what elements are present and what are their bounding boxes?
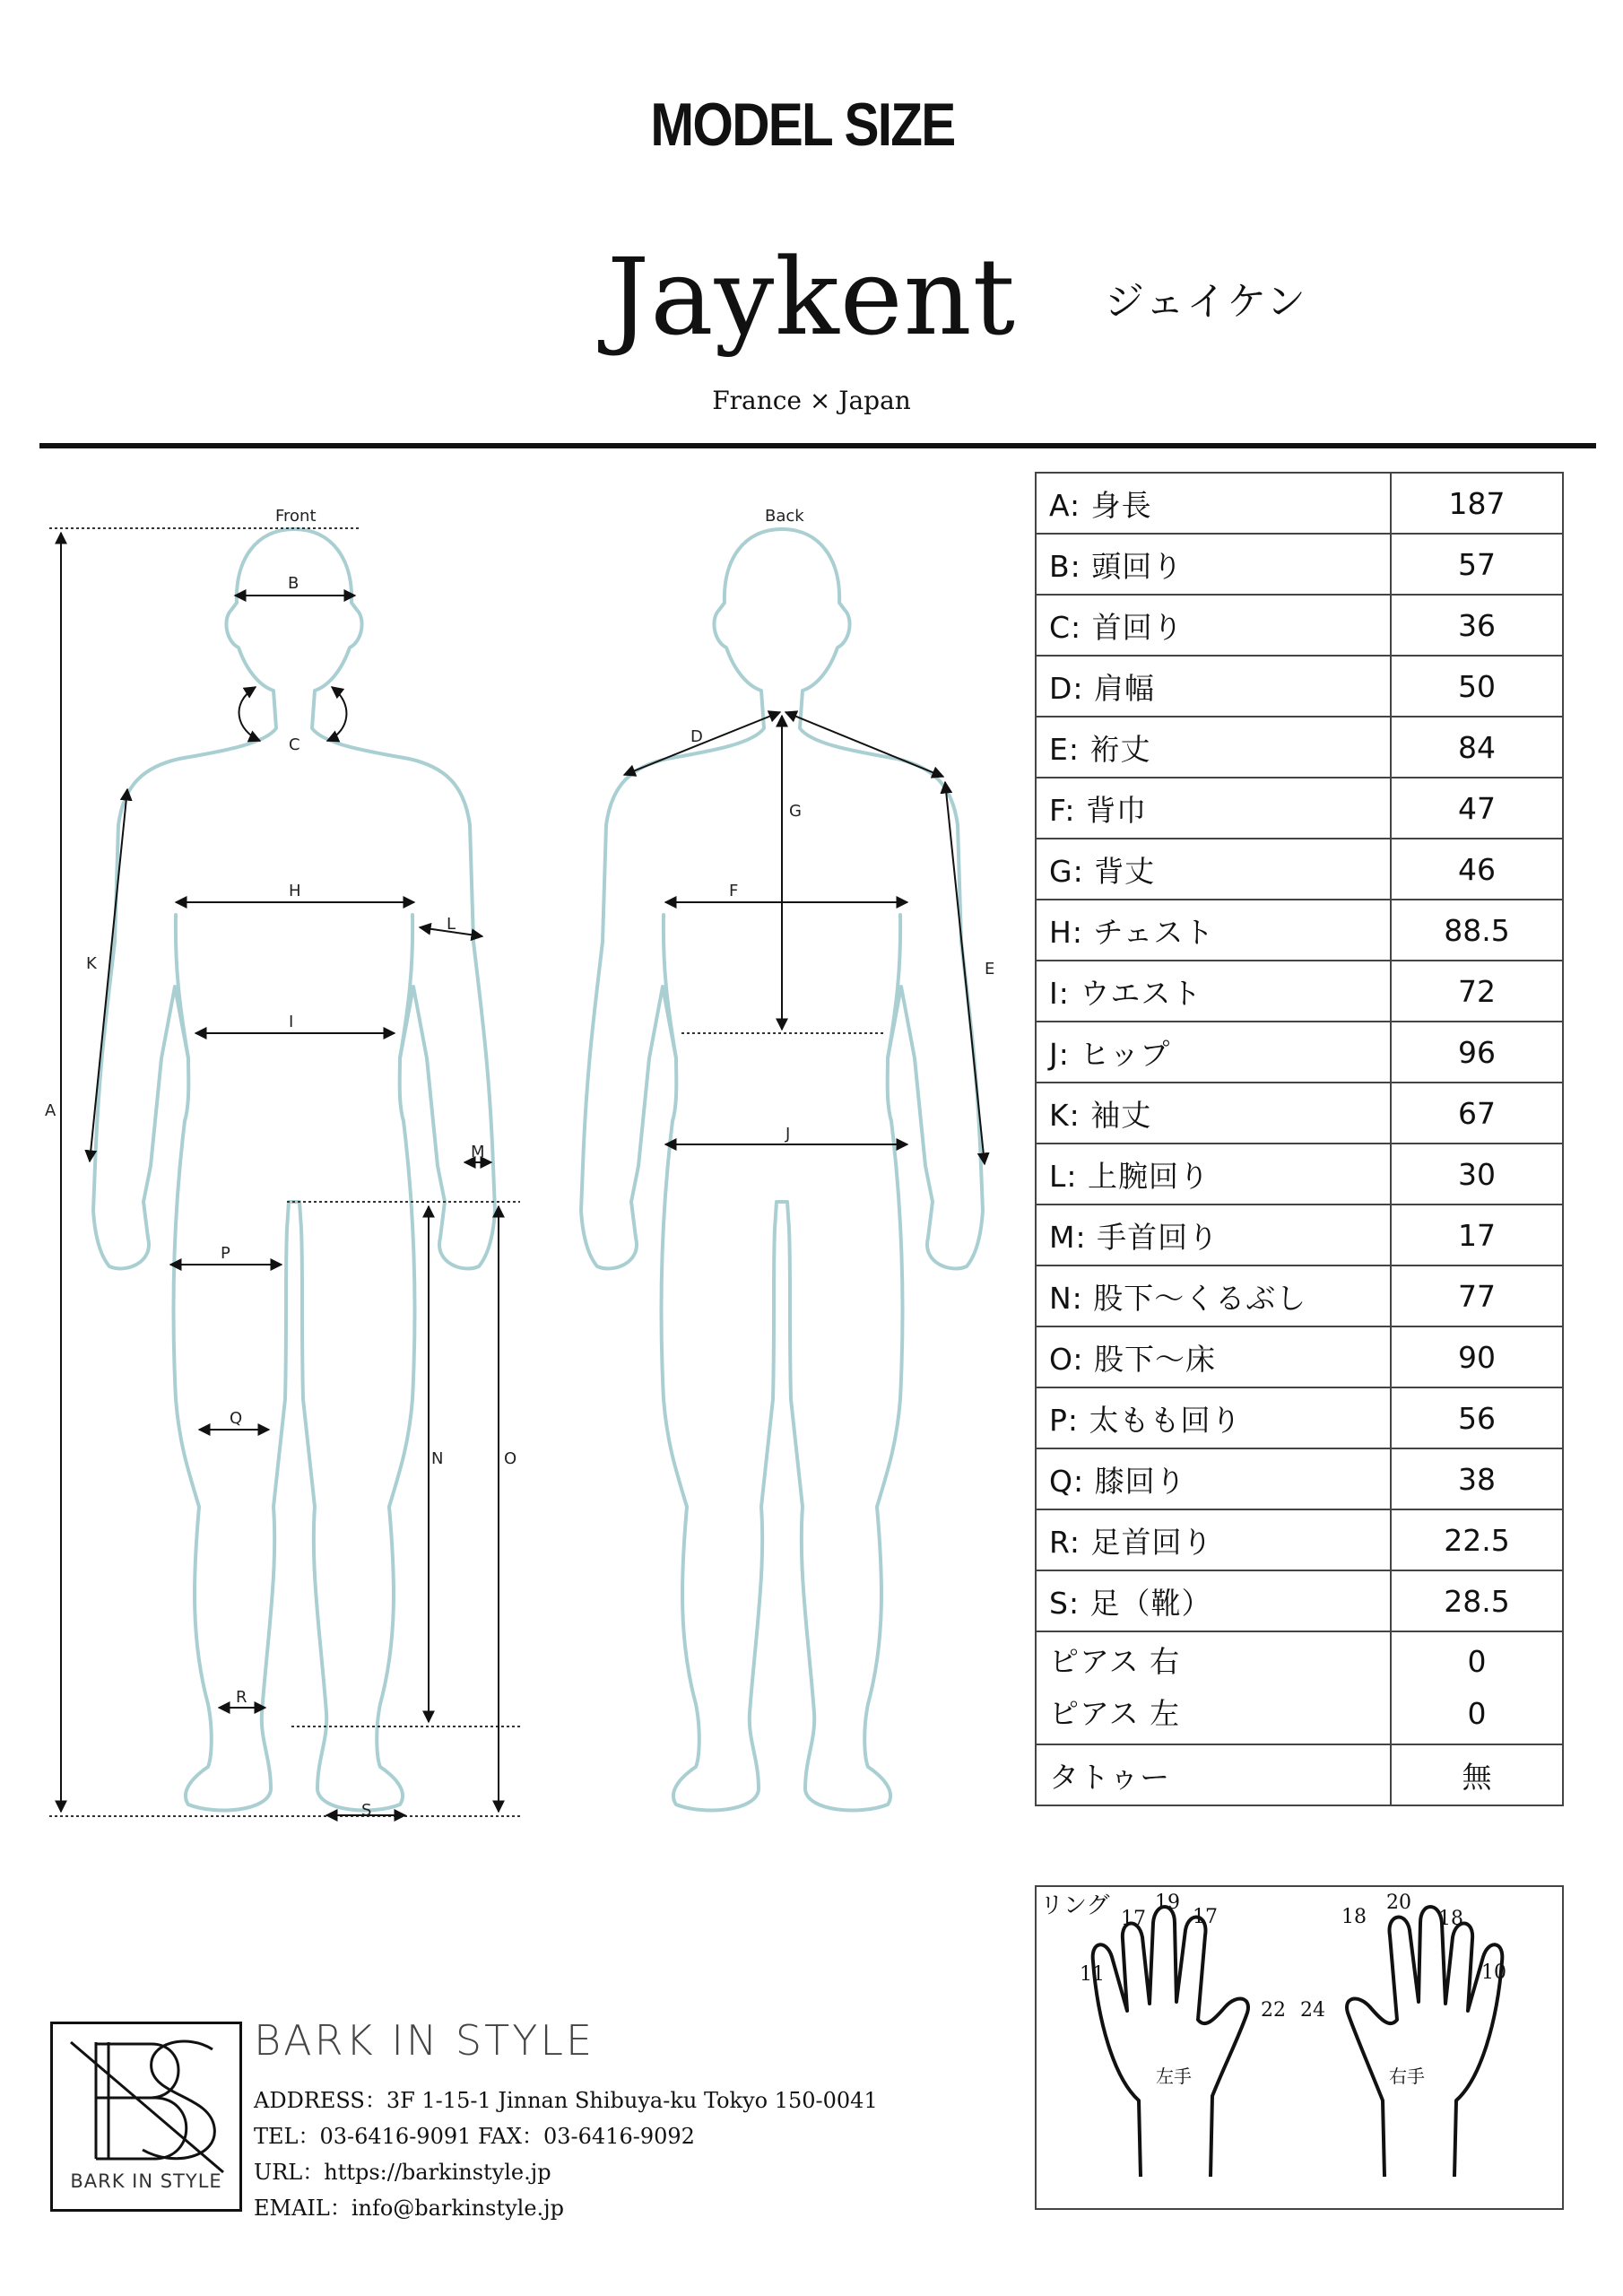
page-title: MODEL SIZE [650,91,955,159]
table-row [1036,1387,1563,1448]
marker-d: D [690,727,703,746]
logo-caption: BARK IN STYLE [70,2170,222,2192]
measure-label: D: 肩幅 [1036,656,1391,717]
table-row [1036,900,1563,961]
measure-value: 36 [1391,595,1563,656]
piercing-left-value: 0 [1467,1696,1487,1731]
marker-e: E [985,960,995,978]
measure-value: 77 [1391,1265,1563,1326]
right-ring-size: 18 [1438,1908,1463,1930]
table-row [1036,1265,1563,1326]
table-row [1036,778,1563,839]
measure-label: O: 股下～床 [1036,1326,1391,1387]
body-measurement-diagram [36,484,1031,1839]
tattoo-row [1036,1744,1563,1805]
model-origin: France × Japan [712,386,911,415]
measure-label: E: 裄丈 [1036,717,1391,778]
piercing-values [1391,1631,1563,1744]
tattoo-label: タトゥー [1036,1744,1391,1805]
measure-value: 56 [1391,1387,1563,1448]
table-row [1036,839,1563,900]
left-index-size: 17 [1193,1906,1218,1928]
marker-b: B [288,574,299,593]
right-middle-size: 20 [1386,1892,1411,1914]
table-row [1036,1509,1563,1570]
measurement-arrows [61,533,985,1815]
table-row [1036,717,1563,778]
measure-value: 88.5 [1391,900,1563,961]
table-row [1036,1144,1563,1205]
measure-label: P: 太もも回り [1036,1387,1391,1448]
piercing-right-value: 0 [1467,1644,1487,1679]
marker-p: P [221,1244,230,1263]
left-hand-label: 左手 [1156,2066,1192,2087]
hands-diagram [1035,1885,1560,2206]
right-thumb-size: 24 [1300,1999,1325,2022]
left-ring-size: 17 [1121,1908,1146,1930]
measure-value: 67 [1391,1083,1563,1144]
table-row [1036,595,1563,656]
email-link[interactable]: EMAIL：info@barkinstyle.jp [254,2196,564,2221]
measure-value: 22.5 [1391,1509,1563,1570]
address: ADDRESS：3F 1-15-1 Jinnan Shibuya-ku Tokyo 150-0041 [254,2088,878,2113]
measure-label: I: ウエスト [1036,961,1391,1022]
measure-label: S: 足（靴） [1036,1570,1391,1631]
piercing-labels [1036,1631,1391,1744]
marker-s: S [361,1801,372,1820]
left-hand-outline [1093,1907,1248,2177]
measure-label: B: 頭回り [1036,534,1391,595]
measure-value: 57 [1391,534,1563,595]
marker-f: F [729,882,739,900]
measure-value: 96 [1391,1022,1563,1083]
marker-m: M [471,1143,485,1161]
measure-label: M: 手首回り [1036,1205,1391,1265]
table-row [1036,961,1563,1022]
front-label: Front [275,507,317,526]
back-label: Back [765,507,804,526]
marker-g: G [789,802,802,821]
marker-r: R [236,1688,247,1707]
piercing-row [1036,1631,1563,1744]
marker-k: K [86,954,97,973]
left-thumb-size: 22 [1261,1999,1286,2022]
measure-value: 17 [1391,1205,1563,1265]
table-row [1036,473,1563,534]
front-body-outline [93,529,495,1811]
measure-value: 72 [1391,961,1563,1022]
measure-value: 84 [1391,717,1563,778]
header-divider [39,443,1596,448]
model-name: Jaykent [606,235,1017,359]
measure-label: H: チェスト [1036,900,1391,961]
marker-n: N [431,1449,444,1468]
marker-o: O [504,1449,517,1468]
table-row [1036,1570,1563,1631]
marker-q: Q [230,1409,243,1428]
table-row [1036,1205,1563,1265]
table-row [1036,1448,1563,1509]
measure-label: L: 上腕回り [1036,1144,1391,1205]
right-hand-label: 右手 [1389,2066,1425,2087]
right-pinky-size: 10 [1481,1961,1506,1984]
measure-value: 187 [1391,473,1563,534]
brand-name: BARK IN STYLE [254,2016,595,2065]
measure-label: N: 股下～くるぶし [1036,1265,1391,1326]
marker-h: H [289,882,301,900]
measure-label: A: 身長 [1036,473,1391,534]
marker-a: A [45,1101,56,1120]
measure-label: F: 背巾 [1036,778,1391,839]
measure-label: R: 足首回り [1036,1509,1391,1570]
right-hand-outline [1347,1907,1502,2177]
left-pinky-size: 11 [1080,1963,1105,1986]
measure-value: 46 [1391,839,1563,900]
measure-label: Q: 膝回り [1036,1448,1391,1509]
size-table [1035,472,1564,1806]
measure-label: J: ヒップ [1036,1022,1391,1083]
measure-value: 28.5 [1391,1570,1563,1631]
left-middle-size: 19 [1155,1892,1180,1914]
marker-l: L [447,915,456,934]
piercing-right-label: ピアス 右 [1049,1644,1181,1679]
right-index-size: 18 [1341,1906,1367,1928]
measure-value: 30 [1391,1144,1563,1205]
ring-title: リング [1040,1892,1110,1919]
table-row [1036,656,1563,717]
measure-value: 47 [1391,778,1563,839]
measure-label: C: 首回り [1036,595,1391,656]
measure-label: K: 袖丈 [1036,1083,1391,1144]
table-row [1036,534,1563,595]
table-row [1036,1022,1563,1083]
measure-label: G: 背丈 [1036,839,1391,900]
piercing-left-label: ピアス 左 [1049,1696,1181,1731]
table-row [1036,1083,1563,1144]
measure-value: 90 [1391,1326,1563,1387]
marker-j: J [785,1125,791,1144]
website-link[interactable]: URL：https://barkinstyle.jp [254,2160,551,2185]
table-row [1036,1326,1563,1387]
model-name-kana: ジェイケン [1105,279,1308,325]
marker-c: C [289,735,300,754]
measure-value: 38 [1391,1448,1563,1509]
tel-fax: TEL：03-6416-9091 FAX：03-6416-9092 [254,2124,695,2149]
marker-i: I [289,1013,294,1031]
measure-value: 50 [1391,656,1563,717]
tattoo-value: 無 [1391,1744,1563,1805]
